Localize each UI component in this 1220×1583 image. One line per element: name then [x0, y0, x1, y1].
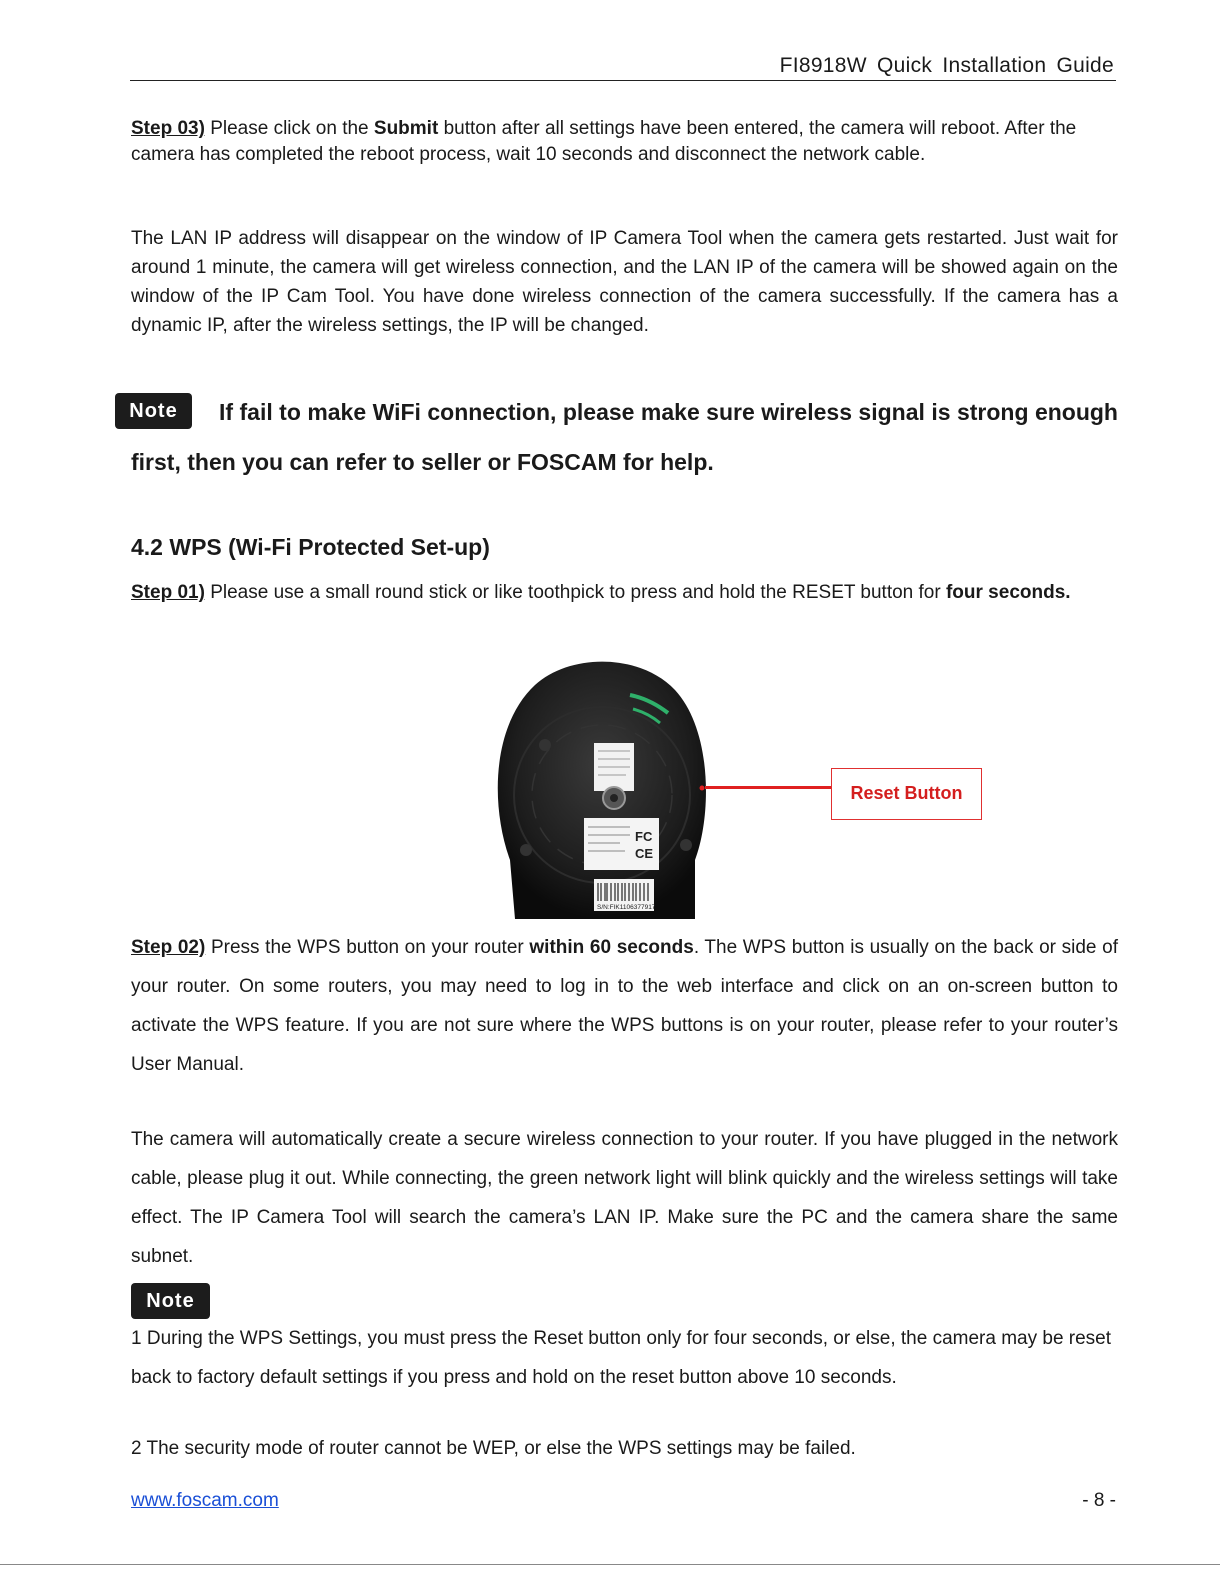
camera-illustration	[490, 655, 710, 923]
step01-bold: four seconds.	[945, 582, 1071, 603]
step02-paragraph	[131, 928, 1118, 1084]
submit-word: Submit	[373, 118, 439, 139]
step03-paragraph	[131, 116, 1118, 168]
svg-text:CE: CE	[635, 846, 654, 861]
step02-bold: within 60 seconds	[529, 937, 694, 958]
step01-label: Step 01)	[131, 582, 205, 603]
header-title: FI8918W Quick Installation Guide	[779, 54, 1114, 77]
step01-text: Please use a small round stick or like toothpick to press and hold the RESET button for	[204, 582, 946, 603]
note-badge: Note	[115, 393, 192, 429]
lan-ip-paragraph: The LAN IP address will disappear on the window of IP Camera Tool when the camera gets restarted. Just wait for around 1 minute, the camera will get wireless connection, and the LAN IP of the camera will be showed again on the window of the IP Cam Tool. You have done wireless connection of the camera successfully. If the camera has a dynamic IP, after the wireless settings, the IP will be changed.	[131, 228, 1118, 336]
header-divider	[130, 80, 1116, 81]
reset-button-callout: Reset Button	[831, 768, 982, 820]
note-badge-2: Note	[131, 1283, 210, 1319]
step01-paragraph	[131, 574, 1118, 612]
svg-text:FC: FC	[635, 829, 653, 844]
step02-label: Step 02)	[131, 937, 206, 958]
step02-text2: . The WPS button is usually on the back or side of your router. On some routers, you may need to log in to the web interface and click on an on-screen button to activate the WPS feature. If you are not sure where the WPS buttons is on your router, please refer to your router’s User Manual.	[131, 937, 1118, 1075]
step03-text1: Please click on the	[204, 118, 374, 139]
step03-label: Step 03)	[131, 118, 205, 139]
page-bottom-divider	[0, 1564, 1220, 1565]
note-wifi-text: If fail to make WiFi connection, please make sure wireless signal is strong enough first, then you can refer to seller or FOSCAM for help.	[131, 399, 1118, 475]
note-item-2: 2 The security mode of router cannot be WEP, or else the WPS settings may be failed.	[131, 1438, 856, 1459]
section-title: 4.2 WPS (Wi-Fi Protected Set-up)	[131, 534, 490, 560]
auto-connect-paragraph: The camera will automatically create a secure wireless connection to your router. If you have plugged in the network cable, please plug it out. While connecting, the green network light will blink quickly and the wireless settings will take effect. The IP Camera Tool will search the camera’s LAN IP. Make sure the PC and the camera share the same subnet.	[131, 1129, 1118, 1267]
step02-text1: Press the WPS button on your router	[205, 937, 530, 958]
step03-text2: button after all settings have been entered, the camera will reboot. After the camera has completed the reboot process, wait 10 seconds and disconnect the network cable.	[131, 118, 1077, 165]
camera-bottom-photo	[490, 655, 710, 923]
reset-pointer-line	[705, 786, 832, 789]
serial-number: S/N:FIK1106377917	[597, 904, 656, 911]
page-number: - 8 -	[1082, 1490, 1116, 1511]
footer-website-link[interactable]: www.foscam.com	[131, 1490, 279, 1511]
note-item-1: 1 During the WPS Settings, you must press the Reset button only for four seconds, or else, the camera may be reset back to factory default settings if you press and hold on the reset button above 10 seconds.	[131, 1328, 1112, 1388]
